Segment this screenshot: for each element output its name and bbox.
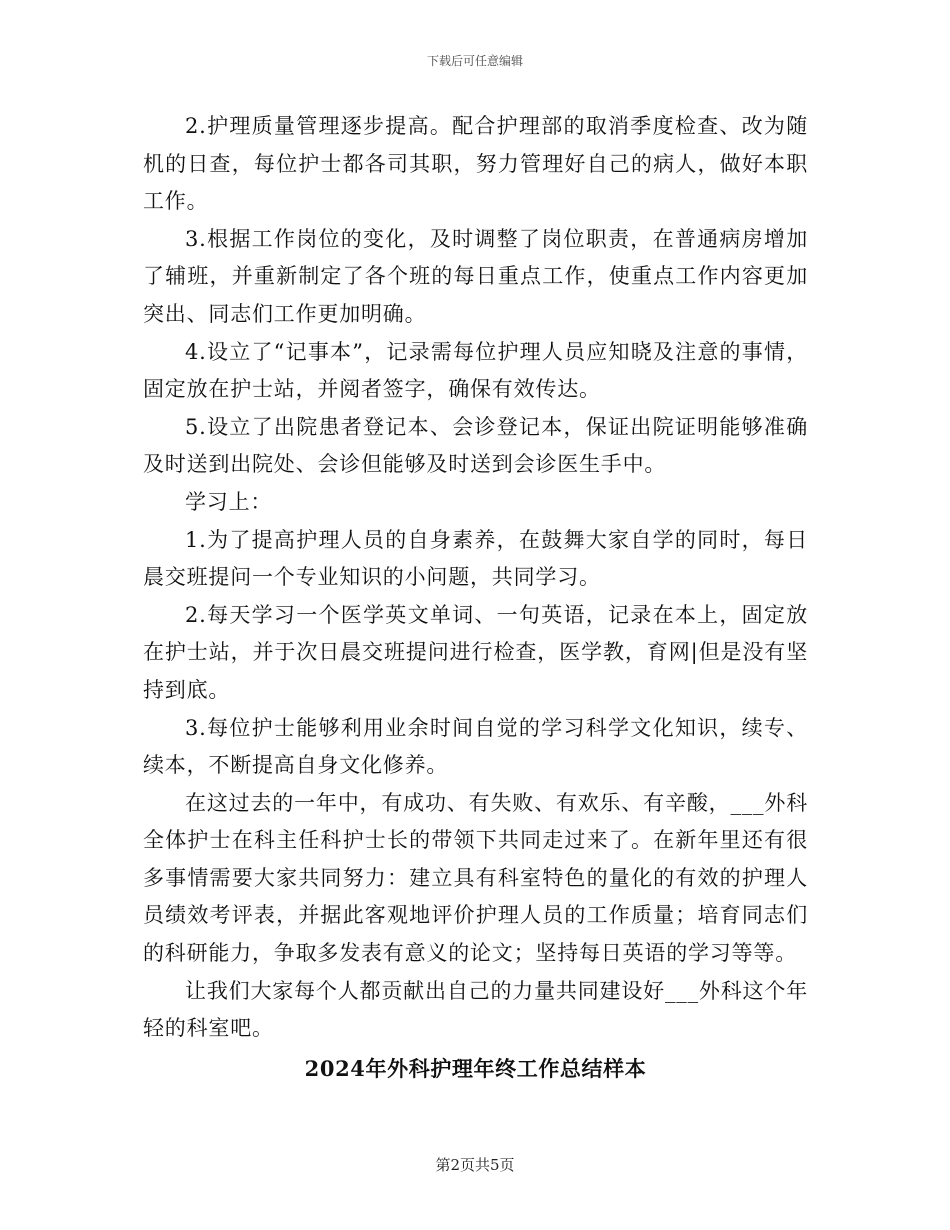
paragraph: 让我们大家每个人都贡献出自己的力量共同建设好___外科这个年轻的科室吧。: [143, 978, 808, 1041]
document-title: 2024年外科护理年终工作总结样本: [304, 1055, 647, 1081]
paragraph: 2.每天学习一个医学英文单词、一句英语，记录在本上，固定放在护士站，并于次日晨交班提问进行检查，医学教，育网|但是没有坚持到底。: [143, 602, 808, 702]
page-number: 第2页共5页: [435, 1156, 515, 1174]
paragraph: 2.护理质量管理逐步提高。配合护理部的取消季度检查、改为随机的日查，每位护士都各司其职，努力管理好自己的病人，做好本职工作。: [143, 114, 808, 214]
document-body: [143, 108, 808, 1087]
page-header: 下载后可任意编辑: [426, 54, 523, 68]
paragraph: 5.设立了出院患者登记本、会诊登记本，保证出院证明能够准确及时送到出院处、会诊但能够及时送到会诊医生手中。: [143, 414, 808, 477]
paragraph: 3.每位护士能够利用业余时间自觉的学习科学文化知识，续专、续本，不断提高自身文化修养。: [143, 715, 808, 778]
paragraph: 3.根据工作岗位的变化，及时调整了岗位职责，在普通病房增加了辅班，并重新制定了各个班的每日重点工作，使重点工作内容更加突出、同志们工作更加明确。: [143, 226, 808, 326]
paragraph: 1.为了提高护理人员的自身素养，在鼓舞大家自学的同时，每日晨交班提问一个专业知识的小问题，共同学习。: [143, 527, 808, 590]
section-label: 学习上：: [185, 489, 273, 514]
paragraph: 在这过去的一年中，有成功、有失败、有欢乐、有辛酸，___外科全体护士在科主任科护士长的带领下共同走过来了。在新年里还有很多事情需要大家共同努力：建立具有科室特色的量化的有效的护理人员绩效考评表，并据此客观地评价护理人员的工作质量；培育同志们的科研能力，争取多发表有意义的论文；坚持每日英语的学习等等。: [143, 790, 808, 966]
paragraph: 4.设立了“记事本”，记录需每位护理人员应知晓及注意的事情，固定放在护士站，并阅者签字，确保有效传达。: [143, 339, 808, 402]
